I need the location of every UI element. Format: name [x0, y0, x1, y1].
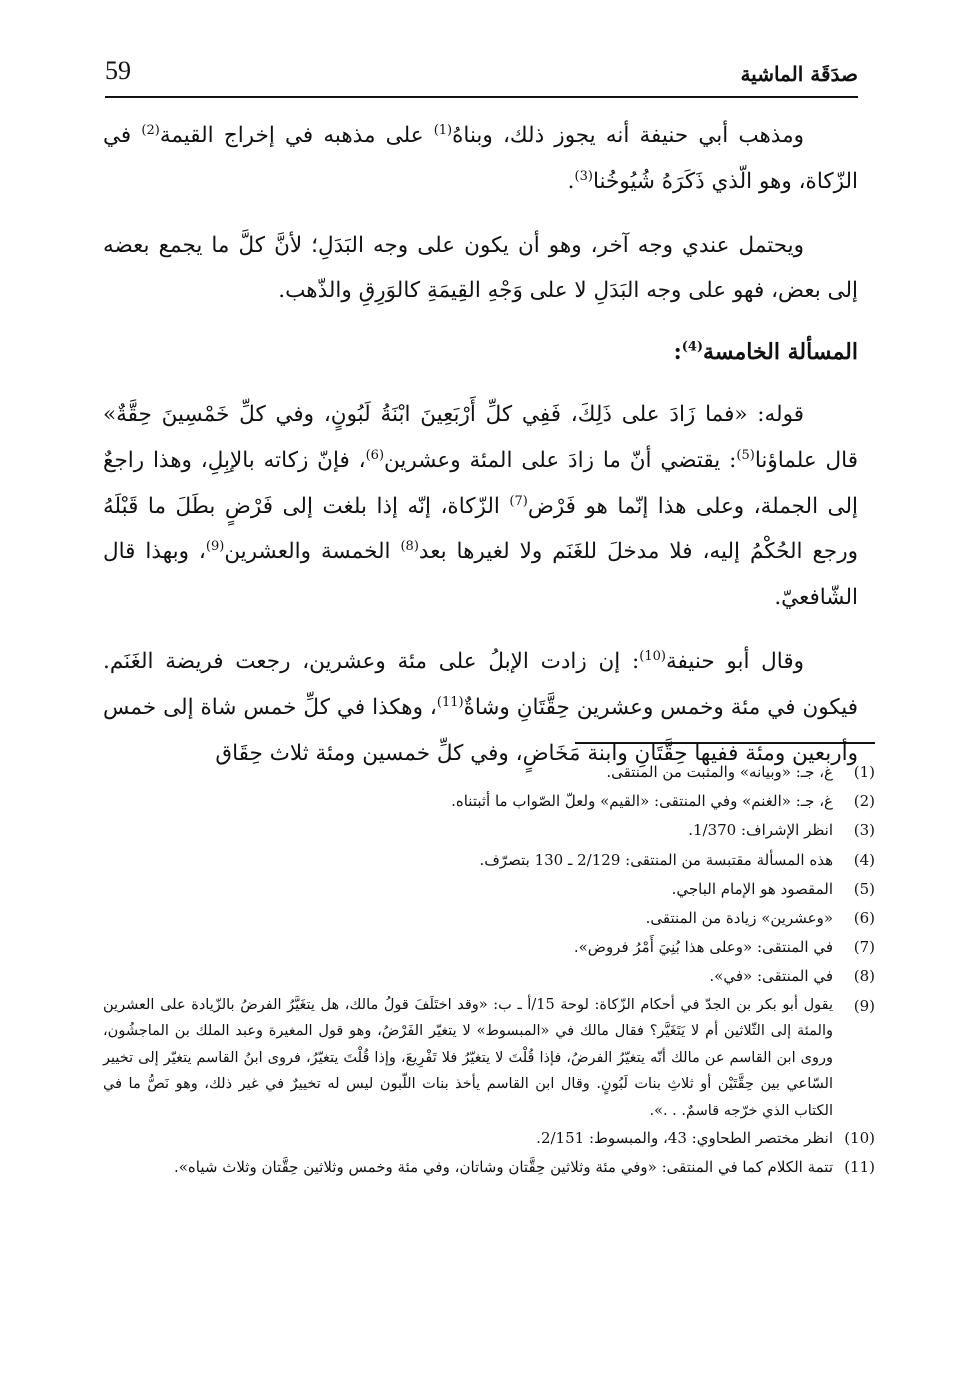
page-header — [105, 52, 858, 98]
footnote-10 — [103, 1124, 875, 1153]
footnote-number: (6) — [853, 909, 875, 928]
footnote-5 — [103, 875, 875, 904]
footnote-number: (1) — [853, 763, 875, 781]
footnote-text: في المنتقى: «في». — [709, 967, 833, 986]
footnote-ref-10: (10) — [639, 648, 666, 664]
paragraph-1: ومذهب أبي حنيفة أنه يجوز ذلك، وبناهُ$^{(1)}$ على مذهبه في إخراج القيمة$^{(2)}$ في الزّكاة، وهو الّذي ذَكَرَهُ شُيُوخُنا$^{(3)}$. — [103, 122, 858, 194]
footnote-ref-4: (4) — [681, 339, 704, 355]
footnote-number: (7) — [853, 938, 875, 957]
footnote-ref-1: (1) — [433, 122, 453, 138]
footnote-ref-2: (2) — [141, 122, 160, 138]
footnote-text: في المنتقى: «وعلى هذا بُنِيَ أَمْرُ فروض». — [573, 938, 833, 957]
footnote-number: (11) — [844, 1158, 875, 1177]
footnote-2 — [103, 787, 875, 816]
footnote-number: (4) — [853, 850, 875, 869]
paragraph-2: ويحتمل عندي وجه آخر، وهو أن يكون على وجه البَدَلِ؛ لأنَّ كلَّ ما يجمع بعضه إلى بعض، فهو على وجه البَدَلِ لا على وَجْهِ القِيمَةِ كالوَرِقِ والذّهب. — [103, 232, 858, 304]
footnote-3 — [103, 816, 875, 845]
footnote-text: انظر الإشراف: 1/370. — [688, 821, 833, 840]
footnote-text: انظر مختصر الطحاوي: 43، والمبسوط: 2/151. — [536, 1129, 833, 1148]
paragraph-4: وقال أبو حنيفة$^{(10)}$: إن زادت الإبلُ على مئة وعشرين، رجعت فريضة الغَنَم. فيكون في مئة وخمس وعشرين حِقَّتَانِ وشاةٌ$^{(11)}$، وهكذا في كلِّ خمس شاة إلى خمس وأربعين ومئة ففيها حِقَّتَانِ وابنة مَخَاضٍ، وفي كلِّ خمسين ومئة ثلاث حِقَاق — [103, 648, 858, 766]
footnote-text: المقصود هو الإمام الباجي. — [671, 879, 833, 898]
footnote-text: يقول أبو بكر بن الجدّ في أحكام الزّكاة: لوحة 15/أ ـ ب: «وقد اختَلَفَ قولُ مالك، هل يتغَيَّرُ الفرضُ بالزّيادة على العشرين والمئة إلى الثّلاثين أم لا يَتَغَيَّر؟ فقال مالك في «المبسوط» لا يتغيّر الفَرْضُ، وهو قول المغيرة وعبد الملك بن الماجشُون، وروى ابن القاسم عن مالك أنّه يتغيّرُ الفرضُ، فإذا قُلْتَ لا يتغيّرُ فلا تَفْرِيعَ، وإذا قُلْتَ يتغيّرُ، فروى ابنُ القاسم يتغيّر إلى تخيير السّاعي بين حِقَّتَيْن أو ثلاثِ بنات لَبُونٍ. وقال ابن القاسم يأخذ بنات اللّبون ليس له تخييرٌ في غير ذلك، وهو نَصُّ ما في الكتاب الذي خرّجه قاسمٌ. . .». — [103, 996, 833, 1119]
footnote-number: (5) — [853, 879, 875, 898]
page-number: 59 — [105, 56, 131, 85]
footnote-11 — [103, 1153, 875, 1182]
footnote-ref-5: (5) — [736, 447, 755, 463]
footnote-ref-6: (6) — [365, 447, 385, 463]
paragraph-3: قوله: «فما زَادَ على ذَلِكَ، فَفِي كلِّ أَرْبَعِينَ ابْنَةُ لَبُونٍ، وفي كلِّ خَمْسِينَ حِقَّةٌ» قال علماؤنا$^{(5)}$: يقتضي أنّ ما زادَ على المئة وعشرين$^{(6)}$، فإنّ زكاته بالإبِلِ، وهذا راجعٌ إلى الجملة، وعلى هذا إنّما هو فَرْض$^{(7)}$ الزّكاة، إنّه إذا بلغت إلى فَرْضٍ بطَلَ ما قَبْلَهُ ورجع الحُكْمُ إليه، فلا مدخلَ للغَنَم ولا لغيرها بعد$^{(8)}$ الخمسة والعشرين$^{(9)}$، وبهذا قال الشّافعيّ. — [103, 401, 858, 611]
footnote-ref-3: (3) — [574, 168, 593, 184]
footnote-7 — [103, 933, 875, 962]
footnote-number: (8) — [853, 967, 875, 986]
footnote-number: (3) — [853, 821, 875, 840]
footnote-4 — [103, 846, 875, 875]
footnote-text: غ، جـ: «الغنم» وفي المنتقى: «القيم» ولعلّ الصّواب ما أثبتناه. — [451, 792, 833, 811]
footnote-text: غ، جـ: «وبيانه» والمثبت من المنتقى. — [606, 763, 833, 781]
footnote-8 — [103, 962, 875, 991]
footnote-separator — [575, 742, 875, 744]
footnote-6 — [103, 904, 875, 933]
footnote-number: (10) — [844, 1129, 875, 1148]
section-heading: المسألة الخامسة$^{(4)}$: — [673, 339, 858, 366]
footnote-1 — [103, 758, 875, 787]
footnote-text: «وعشرين» زيادة من المنتقى. — [645, 909, 833, 928]
footnote-ref-11: (11) — [436, 694, 464, 710]
running-title: صدَقَة الماشية — [740, 62, 858, 86]
footnote-number: (9) — [853, 996, 875, 1015]
footnote-ref-8: (8) — [400, 539, 419, 555]
footnote-9 — [103, 992, 875, 1125]
footnote-ref-9: (9) — [205, 539, 225, 555]
footnote-text: هذه المسألة مقتبسة من المنتقى: 2/129 ـ 130 بتصرّف. — [479, 850, 833, 869]
footnote-number: (2) — [853, 792, 875, 811]
main-text — [103, 113, 858, 776]
footnote-ref-7: (7) — [509, 493, 528, 509]
footnotes — [103, 758, 875, 1183]
footnote-text: تتمة الكلام كما في المنتقى: «وفي مئة وثلاثين حِقَّتان وشاتان، وفي مئة وخمس وثلاثين حِقَّتان وثلاث شياه». — [173, 1158, 833, 1177]
